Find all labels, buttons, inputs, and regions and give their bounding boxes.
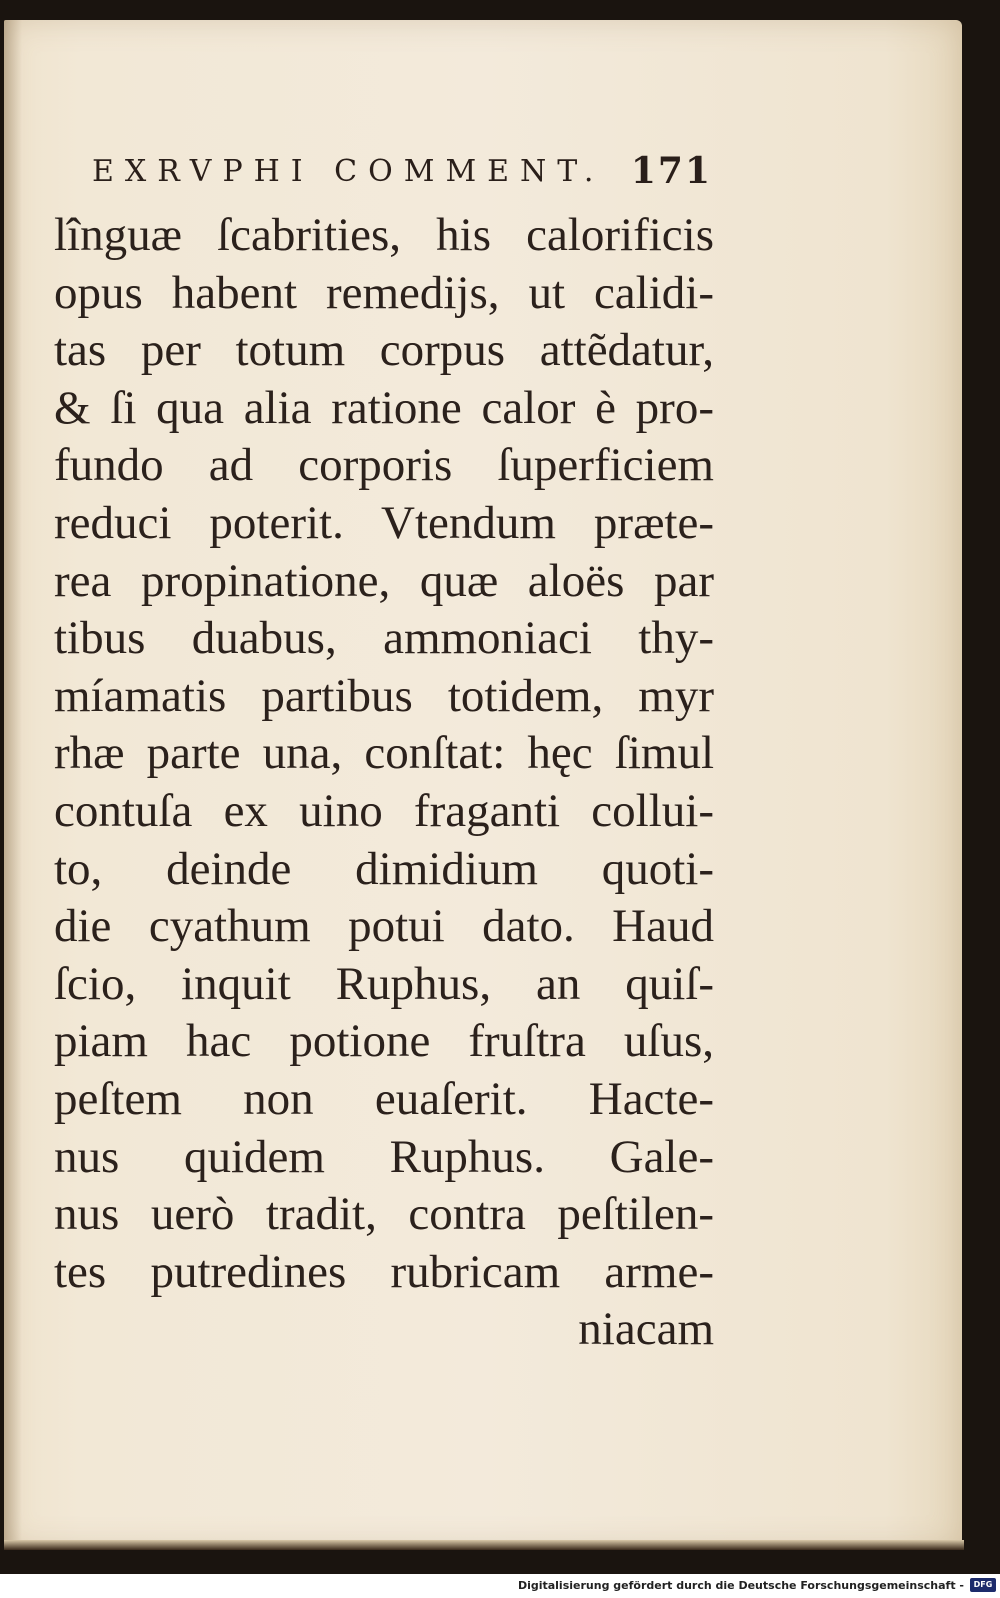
text-line: tas per totum corpus attẽdatur, xyxy=(54,324,714,377)
body-text xyxy=(54,207,714,1359)
text-line: rea propinatione, quæ aloës par xyxy=(54,554,714,607)
text-line: míamatis partibus totidem, myr xyxy=(54,669,714,722)
running-head-title: EXRVPHI COMMENT. xyxy=(92,154,605,189)
gutter-shadow xyxy=(4,20,22,1548)
text-line: die cyathum potui dato. Haud xyxy=(54,900,714,953)
text-line: to, deinde dimidium quoti- xyxy=(54,842,714,895)
catchword: niacam xyxy=(578,1303,714,1356)
text-line: peſtem non euaſerit. Hacte- xyxy=(54,1072,714,1125)
text-line: reduci poterit. Vtendum præte- xyxy=(54,496,714,549)
funding-credit: Digitalisierung gefördert durch die Deutsche Forschungsgemeinschaft - xyxy=(517,1579,964,1592)
text-line: fundo ad corporis ſuperficiem xyxy=(54,439,714,492)
text-line: contuſa ex uino fraganti collui- xyxy=(54,784,714,837)
page-number: 171 xyxy=(630,150,712,192)
text-line: opus habent remedijs, ut calidi- xyxy=(54,266,714,319)
text-line: rhæ parte una, conſtat: hęc ſimul xyxy=(54,727,714,780)
text-line: tes putredines rubricam arme- xyxy=(54,1245,714,1298)
text-line: nus uerò tradit, contra peſtilen- xyxy=(54,1188,714,1241)
text-line: nus quidem Ruphus. Gale- xyxy=(54,1130,714,1183)
text-line: & ſi qua alia ratione calor è pro- xyxy=(54,381,714,434)
page-edge xyxy=(4,1540,964,1550)
text-line: lînguæ ſcabrities, his calorificis xyxy=(54,209,714,261)
running-head xyxy=(92,150,712,198)
text-line: tibus duabus, ammoniaci thy- xyxy=(54,612,714,665)
digitization-footer xyxy=(0,1574,1000,1598)
dfg-logo-icon: DFG xyxy=(970,1578,996,1592)
text-line: piam hac potione fruſtra uſus, xyxy=(54,1015,714,1068)
text-line: ſcio, inquit Ruphus, an quiſ- xyxy=(54,957,714,1010)
